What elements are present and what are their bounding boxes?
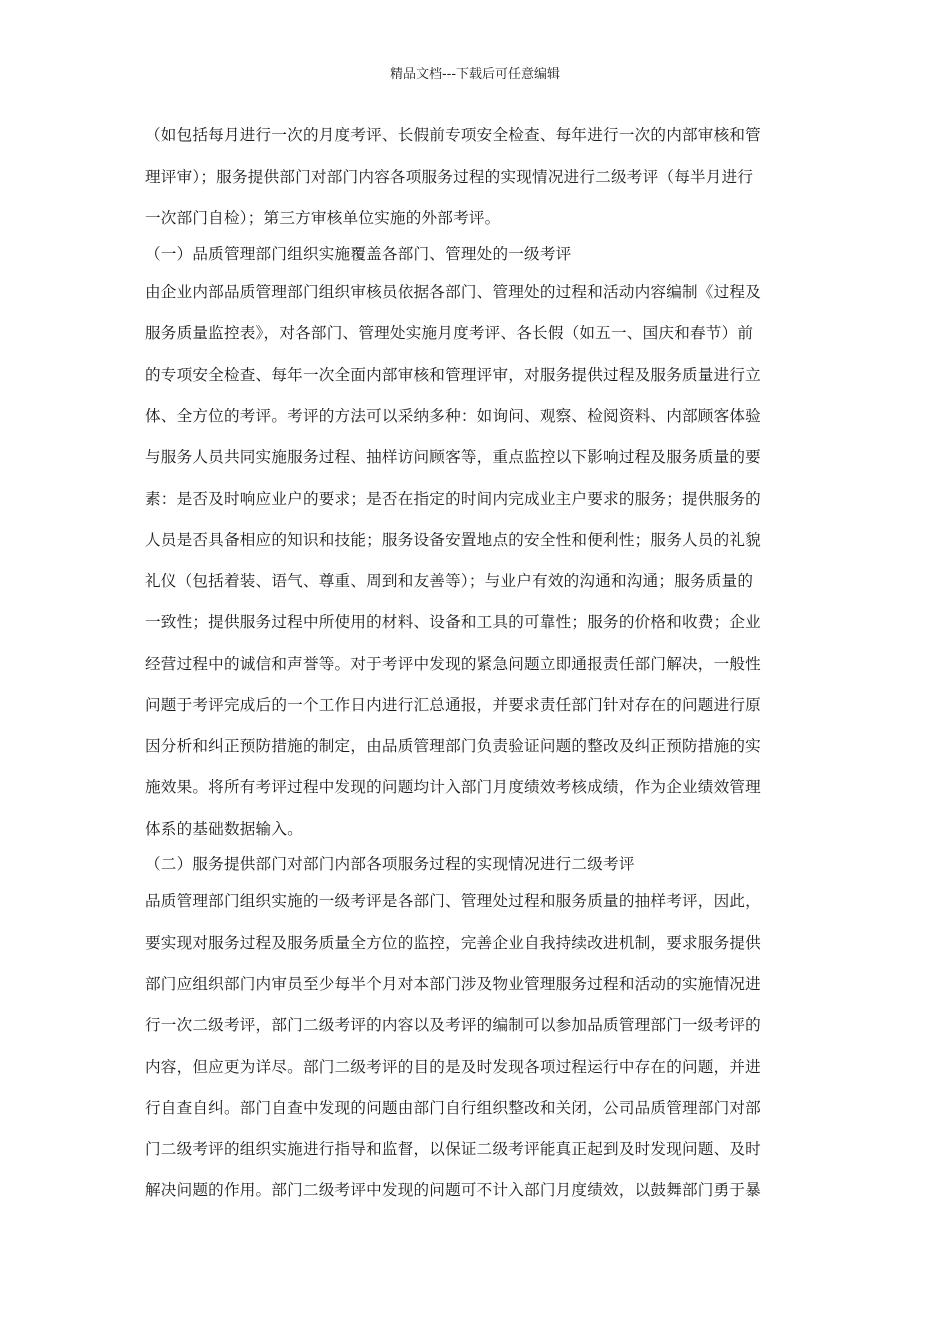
body-line: 因分析和纠正预防措施的制定，由品质管理部门负责验证问题的整改及纠正预防措施的实 — [145, 737, 761, 755]
body-line: 要实现对服务过程及服务质量全方位的监控，完善企业自我持续改进机制，要求服务提供 — [145, 934, 761, 952]
section-heading-1: （一）品质管理部门组织实施覆盖各部门、管理处的一级考评 — [145, 245, 572, 263]
body-line: 服务质量监控表》，对各部门、管理处实施月度考评、各长假（如五一、国庆和春节）前 — [145, 324, 754, 342]
body-line: 理评审）；服务提供部门对部门内容各项服务过程的实现情况进行二级考评（每半月进行 — [145, 168, 754, 186]
body-line: 一致性；提供服务过程中所使用的材料、设备和工具的可靠性；服务的价格和收费；企业 — [145, 613, 761, 631]
body-line: 行一次二级考评，部门二级考评的内容以及考评的编制可以参加品质管理部门一级考评的 — [145, 1016, 761, 1034]
body-line: 行自查自纠。部门自查中发现的问题由部门自行组织整改和关闭，公司品质管理部门对部 — [145, 1099, 761, 1117]
body-line: 的专项安全检查、每年一次全面内部审核和管理评审，对服务提供过程及服务质量进行立 — [145, 366, 761, 384]
body-line: 体、全方位的考评。考评的方法可以采纳多种：如询问、观察、检阅资料、内部顾客体验 — [145, 407, 761, 425]
body-line: 经营过程中的诚信和声誉等。对于考评中发现的紧急问题立即通报责任部门解决，一般性 — [145, 655, 761, 673]
body-line: 问题于考评完成后的一个工作日内进行汇总通报，并要求责任部门针对存在的问题进行原 — [145, 696, 761, 714]
body-line: 体系的基础数据输入。 — [145, 820, 303, 838]
body-line: 部门应组织部门内审员至少每半个月对本部门涉及物业管理服务过程和活动的实施情况进 — [145, 975, 761, 993]
body-line: （如包括每月进行一次的月度考评、长假前专项安全检查、每年进行一次的内部审核和管 — [145, 126, 761, 144]
body-line: 内容，但应更为详尽。部门二级考评的目的是及时发现各项过程运行中存在的问题，并进 — [145, 1058, 761, 1076]
body-line: 素：是否及时响应业户的要求；是否在指定的时间内完成业主户要求的服务；提供服务的 — [145, 490, 761, 508]
body-line: 品质管理部门组织实施的一级考评是各部门、管理处过程和服务质量的抽样考评，因此， — [145, 892, 761, 910]
body-line: 门二级考评的组织实施进行指导和监督，以保证二级考评能真正起到及时发现问题、及时 — [145, 1140, 761, 1158]
body-line: 解决问题的作用。部门二级考评中发现的问题可不计入部门月度绩效，以鼓舞部门勇于暴 — [145, 1181, 761, 1199]
body-line: 人员是否具备相应的知识和技能；服务设备安置地点的安全性和便利性；服务人员的礼貌 — [145, 531, 761, 549]
body-line: 礼仪（包括着装、语气、尊重、周到和友善等）；与业户有效的沟通和沟通；服务质量的 — [145, 572, 754, 590]
body-line: 施效果。将所有考评过程中发现的问题均计入部门月度绩效考核成绩，作为企业绩效管理 — [145, 778, 761, 796]
section-heading-2: （二）服务提供部门对部门内部各项服务过程的实现情况进行二级考评 — [145, 855, 635, 873]
body-line: 一次部门自检）；第三方审核单位实施的外部考评。 — [145, 209, 501, 227]
page-header: 精品文档---下载后可任意编辑 — [389, 67, 561, 82]
body-line: 由企业内部品质管理部门组织审核员依据各部门、管理处的过程和活动内容编制《过程及 — [145, 283, 761, 301]
body-line: 与服务人员共同实施服务过程、抽样访问顾客等，重点监控以下影响过程及服务质量的要 — [145, 448, 761, 466]
